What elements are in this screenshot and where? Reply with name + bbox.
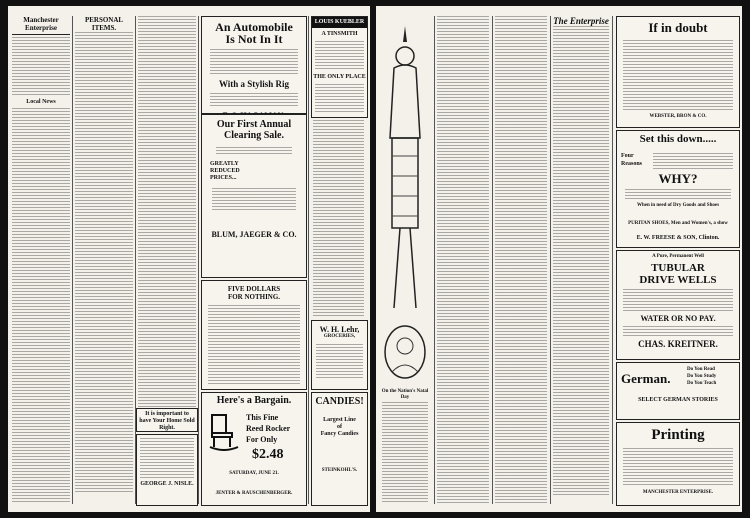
left-column-2 (75, 16, 133, 504)
set-this-down-ad: Set this down..... Four Reasons WHY? When in need of Dry Goods and Shoes PURITAN SHOES, Men and Women's, a show E. W. FREESE & SON, Clinton. (616, 130, 740, 248)
candies-ad: CANDIES! Largest Line of Fancy Candies STEINKOHL'S. (311, 392, 368, 506)
drive-wells-ad: A Pure, Permanent Well TUBULAR DRIVE WELLS WATER OR NO PAY. CHAS. KREITNER. (616, 250, 740, 360)
price: $2.48 (252, 447, 284, 462)
kuebler-ad: LOUIS KUEBLER A TINSMITH THE ONLY PLACE (311, 16, 368, 118)
right-column-4 (553, 16, 609, 504)
bargain-ad: Here's a Bargain. This Fine Reed Rocker For Only $2.48 SATURDAY, JUNE 21. JENTER & RAUSCHENBERGER. (201, 392, 307, 506)
liberty-figure-icon (380, 16, 430, 316)
rocker-chair-icon (208, 411, 240, 451)
right-masthead: The Enterprise (553, 16, 609, 26)
lehr-ad: W. H. Lehr, GROCERIES, (311, 320, 368, 390)
important-ad: It is important to have Your Home Sold Right. (136, 408, 198, 432)
german-ad: German. Do You Read Do You Study Do You Teach SELECT GERMAN STORIES (616, 362, 740, 420)
printing-ad: Printing MANCHESTER ENTERPRISE. (616, 422, 740, 506)
personal-items-heading: PERSONAL ITEMS. (84, 16, 124, 32)
five-dollars-ad: FIVE DOLLARS FOR NOTHING. (201, 280, 307, 390)
left-page (8, 6, 370, 512)
portrait-oval-icon (380, 322, 430, 384)
blum-jaeger-name: BLUM, JAEGER & CO. (211, 230, 297, 239)
clearing-sale-ad: Our First Annual Clearing Sale. GREATLY REDUCED PRICES... BLUM, JAEGER & CO. (201, 114, 307, 278)
liberty-illustration (380, 16, 430, 316)
masthead: Manchester Enterprise (23, 16, 59, 32)
left-column-1 (12, 16, 70, 504)
portrait-illustration (380, 322, 430, 400)
local-news-heading: Local News (26, 99, 56, 105)
illustration-caption: On the Nation's Natal Day (381, 389, 429, 400)
doubt-ad: If in doubt WEBSTER, BRON & CO. (616, 16, 740, 128)
right-page (376, 6, 742, 512)
nisle-ad: GEORGE J. NISLE. (136, 434, 198, 506)
automobile-ad: An Automobile Is Not In It With a Stylish Rig (201, 16, 307, 114)
